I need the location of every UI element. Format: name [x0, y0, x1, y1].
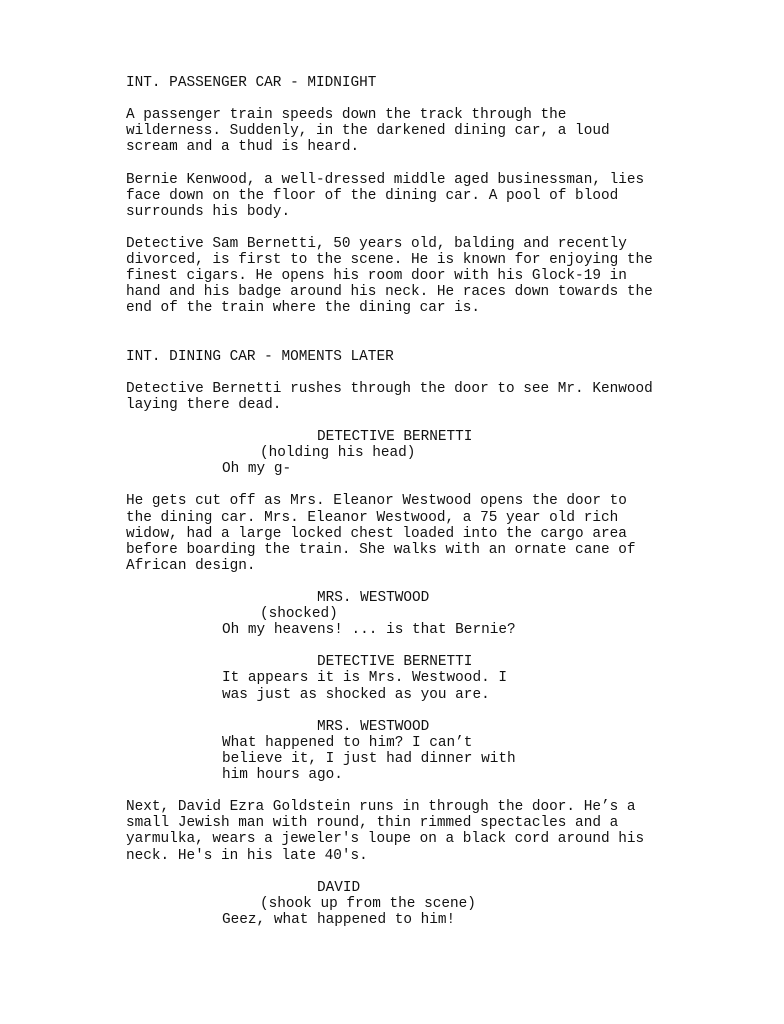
- action-line: finest cigars. He opens his room door with his Glock-19 in: [126, 268, 627, 285]
- action-line: yarmulka, wears a jeweler's loupe on a black cord around his: [126, 831, 645, 848]
- action-line: surrounds his body.: [126, 203, 291, 220]
- dialogue-block: [126, 429, 784, 477]
- dialogue-line: Oh my g-: [222, 461, 292, 478]
- action-paragraph: [126, 799, 784, 863]
- action-paragraph: [126, 493, 784, 573]
- action-line: end of the train where the dining car is.: [126, 300, 481, 317]
- character-name: MRS. WESTWOOD: [317, 718, 430, 735]
- character-name: DETECTIVE BERNETTI: [317, 429, 473, 446]
- action-line: widow, had a large locked chest loaded into the cargo area: [126, 525, 627, 542]
- action-paragraph: [126, 381, 784, 413]
- dialogue-line: Geez, what happened to him!: [222, 911, 456, 928]
- dialogue-line: It appears it is Mrs. Westwood. I: [222, 670, 507, 687]
- dialogue-block: [126, 719, 784, 783]
- parenthetical: (shocked): [260, 606, 338, 623]
- dialogue-line: believe it, I just had dinner with: [222, 750, 516, 767]
- dialogue-line: was just as shocked as you are.: [222, 686, 490, 703]
- action-line: Detective Sam Bernetti, 50 years old, balding and recently: [126, 235, 627, 252]
- scene-heading: [126, 75, 784, 91]
- action-line: Next, David Ezra Goldstein runs in through the door. He’s a: [126, 799, 636, 816]
- action-line: Bernie Kenwood, a well-dressed middle aged businessman, lies: [126, 171, 645, 188]
- action-line: wilderness. Suddenly, in the darkened dining car, a loud: [126, 123, 610, 140]
- action-line: the dining car. Mrs. Eleanor Westwood, a 75 year old rich: [126, 509, 619, 526]
- dialogue-block: [126, 654, 784, 702]
- action-line: face down on the floor of the dining car. A pool of blood: [126, 187, 619, 204]
- action-paragraph: [126, 172, 784, 220]
- action-line: laying there dead.: [126, 396, 282, 413]
- action-line: neck. He's in his late 40's.: [126, 847, 368, 864]
- scene-heading-text: INT. DINING CAR - MOMENTS LATER: [126, 348, 394, 365]
- action-line: hand and his badge around his neck. He races down towards the: [126, 284, 653, 301]
- action-paragraph: [126, 107, 784, 155]
- character-name: DAVID: [317, 879, 361, 896]
- action-paragraph: [126, 236, 784, 316]
- character-name: DETECTIVE BERNETTI: [317, 654, 473, 671]
- dialogue-block: [126, 590, 784, 638]
- action-line: small Jewish man with round, thin rimmed spectacles and a: [126, 815, 619, 832]
- dialogue-block: [126, 880, 784, 928]
- dialogue-line: What happened to him? I can’t: [222, 734, 473, 751]
- action-line: before boarding the train. She walks with an ornate cane of: [126, 541, 636, 558]
- action-line: African design.: [126, 557, 256, 574]
- action-line: He gets cut off as Mrs. Eleanor Westwood opens the door to: [126, 493, 627, 510]
- scene-heading-text: INT. PASSENGER CAR - MIDNIGHT: [126, 75, 377, 91]
- dialogue-line: him hours ago.: [222, 767, 343, 784]
- action-line: divorced, is first to the scene. He is known for enjoying the: [126, 252, 653, 269]
- scene-heading: [126, 349, 784, 365]
- action-line: A passenger train speeds down the track through the: [126, 107, 567, 124]
- dialogue-line: Oh my heavens! ... is that Bernie?: [222, 622, 516, 639]
- character-name: MRS. WESTWOOD: [317, 590, 430, 606]
- parenthetical: (holding his head): [260, 445, 416, 462]
- action-line: scream and a thud is heard.: [126, 139, 360, 156]
- parenthetical: (shook up from the scene): [260, 895, 476, 912]
- action-line: Detective Bernetti rushes through the door to see Mr. Kenwood: [126, 380, 653, 397]
